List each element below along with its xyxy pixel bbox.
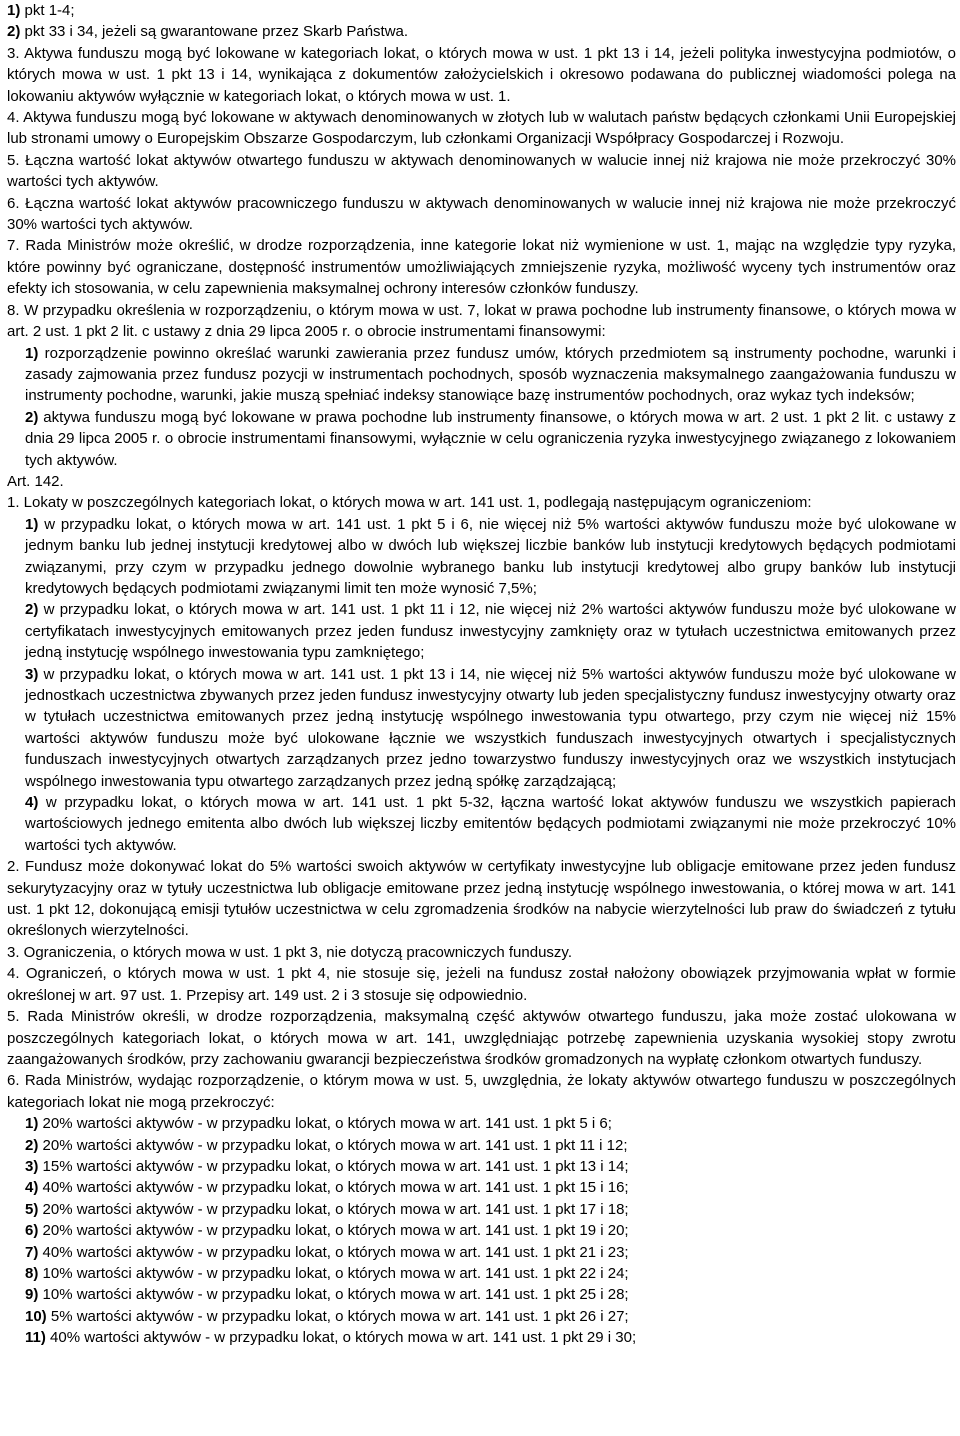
list-item [7,664,956,792]
item-number: 3) [25,665,39,683]
item-number: 2) [25,408,39,426]
list-item [7,1199,956,1220]
item-number: 10) [25,1307,47,1325]
list-item [7,792,956,856]
item-number: 2) [25,1136,39,1154]
paragraph-text: 10% wartości aktywów - w przypadku lokat, o których mowa w art. 141 ust. 1 pkt 25 i 28; [38,1286,629,1304]
paragraph-text: Art. 142. [7,472,64,490]
item-number: 1) [25,1115,39,1133]
paragraph [7,492,956,513]
paragraph [7,963,956,1006]
paragraph-text: 40% wartości aktywów - w przypadku lokat, o których mowa w art. 141 ust. 1 pkt 29 i 30; [45,1329,637,1347]
item-number: 4) [25,794,39,812]
paragraph-text: w przypadku lokat, o których mowa w art. 141 ust. 1 pkt 13 i 14, nie więcej niż 5% wartości aktywów funduszu może być ulokowane w jednostkach uczestnictwa zbywanych przez jeden fundusz inwestycyjny otwarty lub jeden specjalistyczny fundusz inwestycyjny otwarty oraz w tytułach uczestnictwa emitowanych przez jedną instytucję wspólnego inwestowania typu otwartego, przy czym nie więcej niż 15% wartości aktywów funduszu może być ulokowane łącznie we wszystkich funduszach inwestycyjnych otwartych i specjalistycznych funduszach inwestycyjnych otwartych zarządzanych przez jedno towarzystwo funduszy inwestycyjnych oraz we wszystkich instytucjach wspólnego inwestowania typu otwartego zarządzanych przez jedną spółkę zarządzającą; [25,665,956,790]
list-item [7,1242,956,1263]
list-item [7,1135,956,1156]
paragraph [7,235,956,299]
paragraph [7,1070,956,1113]
paragraph-text: 5% wartości aktywów - w przypadku lokat, o których mowa w art. 141 ust. 1 pkt 26 i 27; [46,1307,629,1325]
item-number: 7) [25,1243,39,1261]
item-number: 9) [25,1286,39,1304]
item-number: 1) [7,2,21,19]
item-number: 6) [25,1222,39,1240]
paragraph-text: pkt 33 i 34, jeżeli są gwarantowane przez Skarb Państwa. [20,23,409,41]
list-item [7,1284,956,1305]
item-number: 2) [7,23,21,41]
paragraph-text: 5. Rada Ministrów określi, w drodze rozporządzenia, maksymalną część aktywów otwartego funduszu, jaka może zostać ulokowana w poszczególnych kategoriach lokat, o których mowa w art. 141, uwzględniając potrzebę zapewnienia uzyskania wysokiej stopy zwrotu zaangażowanych środków, przy zachowaniu gwarancji bezpieczeństwa środków gromadzonych na wypłatę członkom otwartych funduszy. [7,1008,956,1068]
paragraph-text: pkt 1-4; [20,2,75,19]
paragraph-text: 8. W przypadku określenia w rozporządzeniu, o którym mowa w ust. 7, lokat w prawa pochodne lub instrumenty finansowe, o których mowa w art. 2 ust. 1 pkt 2 lit. c ustawy z dnia 29 lipca 2005 r. o obrocie instrumentami finansowymi: [7,301,956,341]
paragraph [7,193,956,236]
list-item [7,1220,956,1241]
paragraph-text: 10% wartości aktywów - w przypadku lokat, o których mowa w art. 141 ust. 1 pkt 22 i 24; [38,1264,629,1282]
item-number: 1) [25,344,39,362]
paragraph-text: 20% wartości aktywów - w przypadku lokat, o których mowa w art. 141 ust. 1 pkt 5 i 6; [38,1115,612,1133]
list-item [7,1113,956,1134]
item-number: 5) [25,1200,39,1218]
paragraph-text: 7. Rada Ministrów może określić, w drodze rozporządzenia, inne kategorie lokat niż wymienione w ust. 1, mając na względzie typy ryzyka, które powinny być ograniczane, dostępność instrumentów umożliwiających zmniejszenie ryzyka, możliwość wyceny tych instrumentów oraz efekty ich stosowania, w celu zapewnienia maksymalnej ochrony interesów członków funduszy. [7,237,956,298]
paragraph-text: 20% wartości aktywów - w przypadku lokat, o których mowa w art. 141 ust. 1 pkt 11 i 12; [38,1136,628,1154]
list-item [7,1177,956,1198]
list-item [7,1327,956,1348]
paragraph-text: w przypadku lokat, o których mowa w art. 141 ust. 1 pkt 11 i 12, nie więcej niż 2% wartości aktywów funduszu może być ulokowane w certyfikatach inwestycyjnych emitowanych przez jeden fundusz inwestycyjny zamknięty oraz w tytułach uczestnictwa emitowanych przez jedną instytucję wspólnego inwestowania typu zamkniętego; [25,601,956,662]
paragraph [7,856,956,942]
paragraph [7,471,956,492]
paragraph-text: 4. Aktywa funduszu mogą być lokowane w aktywach denominowanych w złotych lub w walutach państw będących członkami Unii Europejskiej lub stronami umowy o Europejskim Obszarze Gospodarczym, lub członkami Organizacji Współpracy Gospodarczej i Rozwoju. [7,109,956,148]
paragraph-text: 20% wartości aktywów - w przypadku lokat, o których mowa w art. 141 ust. 1 pkt 19 i 20; [38,1222,629,1240]
paragraph [7,0,956,21]
list-item [7,407,956,471]
item-number: 1) [25,515,39,533]
paragraph [7,942,956,963]
paragraph-text: 6. Łączna wartość lokat aktywów pracowniczego funduszu w aktywach denominowanych w walucie innej niż krajowa nie może przekroczyć 30% wartości tych aktywów. [7,194,956,234]
item-number: 2) [25,601,39,619]
item-number: 11) [25,1329,46,1347]
paragraph-text: 15% wartości aktywów - w przypadku lokat, o których mowa w art. 141 ust. 1 pkt 13 i 14; [38,1157,629,1175]
list-item [7,343,956,407]
paragraph-text: 4. Ograniczeń, o których mowa w ust. 1 pkt 4, nie stosuje się, jeżeli na fundusz został nałożony obowiązek przyjmowania wpłat w formie określonej w art. 97 ust. 1. Przepisy art. 149 ust. 2 i 3 stosuje się odpowiednio. [7,965,956,1004]
paragraph-text: aktywa funduszu mogą być lokowane w prawa pochodne lub instrumenty finansowe, o których mowa w art. 2 ust. 1 pkt 2 lit. c ustawy z dnia 29 lipca 2005 r. o obrocie instrumentami finansowymi, wyłącznie w celu ograniczenia ryzyka inwestycyjnego związanego z lokowaniem tych aktywów. [25,408,956,469]
list-item [7,1263,956,1284]
paragraph [7,1006,956,1070]
paragraph [7,107,956,150]
list-item [7,599,956,663]
item-number: 4) [25,1179,39,1197]
paragraph-text: 40% wartości aktywów - w przypadku lokat, o których mowa w art. 141 ust. 1 pkt 15 i 16; [38,1179,629,1197]
paragraph [7,21,956,42]
paragraph-text: w przypadku lokat, o których mowa w art. 141 ust. 1 pkt 5-32, łączna wartość lokat aktywów funduszu we wszystkich papierach wartościowych jednego emitenta albo dwóch lub większej liczby emitentów będących podmiotami związanymi nie może przekroczyć 10% wartości tych aktywów. [25,794,956,854]
paragraph-text: 40% wartości aktywów - w przypadku lokat, o których mowa w art. 141 ust. 1 pkt 21 i 23; [38,1243,629,1261]
paragraph-text: 3. Aktywa funduszu mogą być lokowane w kategoriach lokat, o których mowa w ust. 1 pkt 13 i 14, jeżeli polityka inwestycyjna podmiotów, o których mowa w ust. 1 pkt 13 i 14, wynikająca z dokumentów założycielskich i okresowo podawana do publicznej wiadomości polega na lokowaniu aktywów wyłącznie w kategoriach lokat, o których mowa w ust. 1. [7,44,956,105]
item-number: 3) [25,1157,39,1175]
list-item [7,1306,956,1327]
paragraph-text: rozporządzenie powinno określać warunki zawierania przez fundusz umów, których przedmiotem są instrumenty pochodne, warunki i zasady zajmowania przez fundusz pozycji w instrumentach pochodnych, sposób wyznaczenia maksymalnego zaangażowania funduszu w instrumenty pochodne, warunki, jakie muszą spełniać indeksy stanowiące bazę instrumentów pochodnych, oraz wykaz tych indeksów; [25,344,956,405]
paragraph-text: 6. Rada Ministrów, wydając rozporządzenie, o którym mowa w ust. 5, uwzględnia, że lokaty aktywów otwartego funduszu w poszczególnych kategoriach lokat nie mogą przekroczyć: [7,1072,956,1111]
item-number: 8) [25,1264,39,1282]
paragraph-text: 5. Łączna wartość lokat aktywów otwartego funduszu w aktywach denominowanych w walucie innej niż krajowa nie może przekroczyć 30% wartości tych aktywów. [7,151,956,191]
paragraph-text: 3. Ograniczenia, o których mowa w ust. 1 pkt 3, nie dotyczą pracowniczych funduszy. [7,943,572,961]
paragraph [7,150,956,193]
paragraph-text: w przypadku lokat, o których mowa w art. 141 ust. 1 pkt 5 i 6, nie więcej niż 5% wartości aktywów funduszu może być ulokowane w jednym banku lub jednej instytucji kredytowej albo w dwóch lub większej liczbie banków lub instytucji kredytowych będących podmiotami związanymi, przy czym w przypadku jednego dowolnie wybranego banku lub instytucji kredytowej albo grupy banków lub instytucji kredytowych będących podmiotami związanymi limit ten może wynosić 7,5%; [25,515,956,597]
paragraph-text: 20% wartości aktywów - w przypadku lokat, o których mowa w art. 141 ust. 1 pkt 17 i 18; [38,1200,629,1218]
paragraph [7,43,956,107]
paragraph-text: 2. Fundusz może dokonywać lokat do 5% wartości swoich aktywów w certyfikaty inwestycyjne lub obligacje emitowane przez jeden fundusz sekurytyzacyjny oraz w tytuły uczestnictwa lub obligacje emitowane przez jedną instytucję wspólnego inwestowania, o której mowa w art. 141 ust. 1 pkt 12, dokonującą emisji tytułów uczestnictwa w celu zgromadzenia środków na nabycie wierzytelności lub praw do świadczeń z tytułu określonych wierzytelności. [7,858,956,940]
list-item [7,1156,956,1177]
paragraph-text: 1. Lokaty w poszczególnych kategoriach lokat, o których mowa w art. 141 ust. 1, podlegają następującym ograniczeniom: [7,494,812,512]
paragraph [7,300,956,343]
list-item [7,514,956,600]
